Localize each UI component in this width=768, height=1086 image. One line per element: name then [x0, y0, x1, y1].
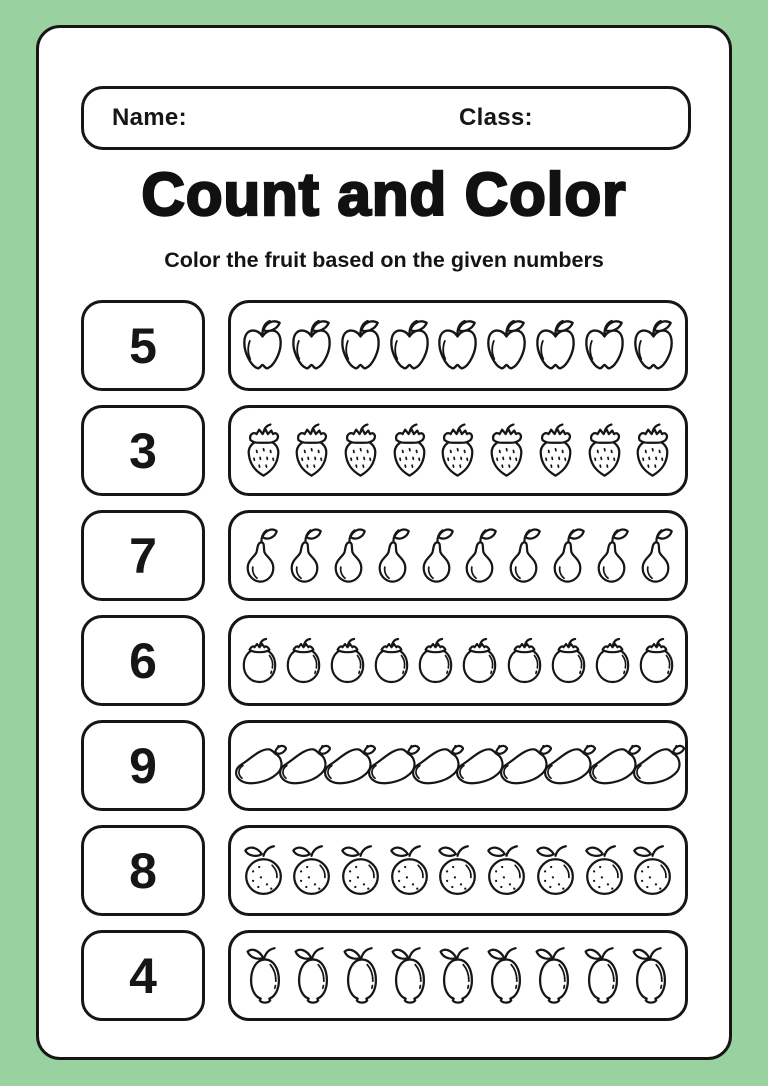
tomato-icon[interactable]: [458, 632, 501, 689]
count-number: 8: [129, 842, 157, 899]
pear-icon[interactable]: [240, 523, 281, 589]
exercise-row: [81, 300, 688, 391]
count-number: 3: [129, 422, 157, 479]
apple-icon[interactable]: [483, 315, 530, 376]
count-number: 7: [129, 527, 157, 584]
count-number-box: [81, 300, 205, 391]
tomato-icon[interactable]: [547, 632, 590, 689]
name-class-box: [81, 86, 691, 150]
count-number-box: [81, 405, 205, 496]
apple-icon[interactable]: [581, 315, 628, 376]
tomato-icon[interactable]: [635, 632, 678, 689]
count-number: 4: [129, 947, 157, 1004]
orange-icon[interactable]: [533, 840, 578, 901]
fruit-strip: [228, 510, 688, 601]
lemon-icon[interactable]: [245, 943, 285, 1009]
count-number: 6: [129, 632, 157, 689]
apple-icon[interactable]: [239, 315, 286, 376]
apple-icon[interactable]: [434, 315, 481, 376]
exercise-row: [81, 930, 688, 1021]
tomato-icon[interactable]: [238, 632, 281, 689]
apple-icon[interactable]: [288, 315, 335, 376]
apple-icon[interactable]: [532, 315, 579, 376]
lemon-icon[interactable]: [631, 943, 671, 1009]
fruit-strip: [228, 300, 688, 391]
exercise-row: [81, 825, 688, 916]
exercise-rows: [81, 300, 688, 1021]
pear-icon[interactable]: [328, 523, 369, 589]
strawberry-icon[interactable]: [289, 421, 334, 480]
exercise-row: [81, 615, 688, 706]
fruit-strip: [228, 720, 688, 811]
strawberry-icon[interactable]: [241, 421, 286, 480]
count-number-box: [81, 825, 205, 916]
class-label: Class:: [459, 104, 533, 131]
orange-icon[interactable]: [435, 840, 480, 901]
pear-icon[interactable]: [503, 523, 544, 589]
worksheet-subtitle: Color the fruit based on the given numbers: [164, 248, 604, 272]
fruit-strip: [228, 930, 688, 1021]
orange-icon[interactable]: [387, 840, 432, 901]
exercise-row: [81, 720, 688, 811]
worksheet-title: Count and Color: [141, 161, 627, 228]
count-number-box: [81, 930, 205, 1021]
pear-icon[interactable]: [372, 523, 413, 589]
apple-icon[interactable]: [337, 315, 384, 376]
tomato-icon[interactable]: [503, 632, 546, 689]
tomato-icon[interactable]: [282, 632, 325, 689]
strawberry-icon[interactable]: [484, 421, 529, 480]
count-number: 9: [129, 737, 157, 794]
exercise-row: [81, 510, 688, 601]
fruit-strip: [228, 615, 688, 706]
tomato-icon[interactable]: [591, 632, 634, 689]
strawberry-icon[interactable]: [338, 421, 383, 480]
count-number-box: [81, 510, 205, 601]
pear-icon[interactable]: [635, 523, 676, 589]
pear-icon[interactable]: [459, 523, 500, 589]
fruit-strip: [228, 825, 688, 916]
tomato-icon[interactable]: [414, 632, 457, 689]
strawberry-icon[interactable]: [582, 421, 627, 480]
strawberry-icon[interactable]: [435, 421, 480, 480]
tomato-icon[interactable]: [326, 632, 369, 689]
orange-icon[interactable]: [484, 840, 529, 901]
orange-icon[interactable]: [289, 840, 334, 901]
exercise-row: [81, 405, 688, 496]
count-number-box: [81, 720, 205, 811]
lemon-icon[interactable]: [390, 943, 430, 1009]
lemon-icon[interactable]: [293, 943, 333, 1009]
lemon-icon[interactable]: [486, 943, 526, 1009]
tomato-icon[interactable]: [370, 632, 413, 689]
count-number-box: [81, 615, 205, 706]
lemon-icon[interactable]: [342, 943, 382, 1009]
orange-icon[interactable]: [241, 840, 286, 901]
lemon-icon[interactable]: [583, 943, 623, 1009]
strawberry-icon[interactable]: [533, 421, 578, 480]
count-number: 5: [129, 317, 157, 374]
orange-icon[interactable]: [630, 840, 675, 901]
mango-icon[interactable]: [629, 742, 685, 789]
apple-icon[interactable]: [630, 315, 677, 376]
apple-icon[interactable]: [386, 315, 433, 376]
fruit-strip: [228, 405, 688, 496]
lemon-icon[interactable]: [438, 943, 478, 1009]
lemon-icon[interactable]: [534, 943, 574, 1009]
pear-icon[interactable]: [547, 523, 588, 589]
strawberry-icon[interactable]: [387, 421, 432, 480]
name-label: Name:: [112, 104, 187, 131]
pear-icon[interactable]: [416, 523, 457, 589]
orange-icon[interactable]: [338, 840, 383, 901]
worksheet-page: [36, 25, 732, 1060]
pear-icon[interactable]: [284, 523, 325, 589]
strawberry-icon[interactable]: [630, 421, 675, 480]
orange-icon[interactable]: [582, 840, 627, 901]
pear-icon[interactable]: [591, 523, 632, 589]
